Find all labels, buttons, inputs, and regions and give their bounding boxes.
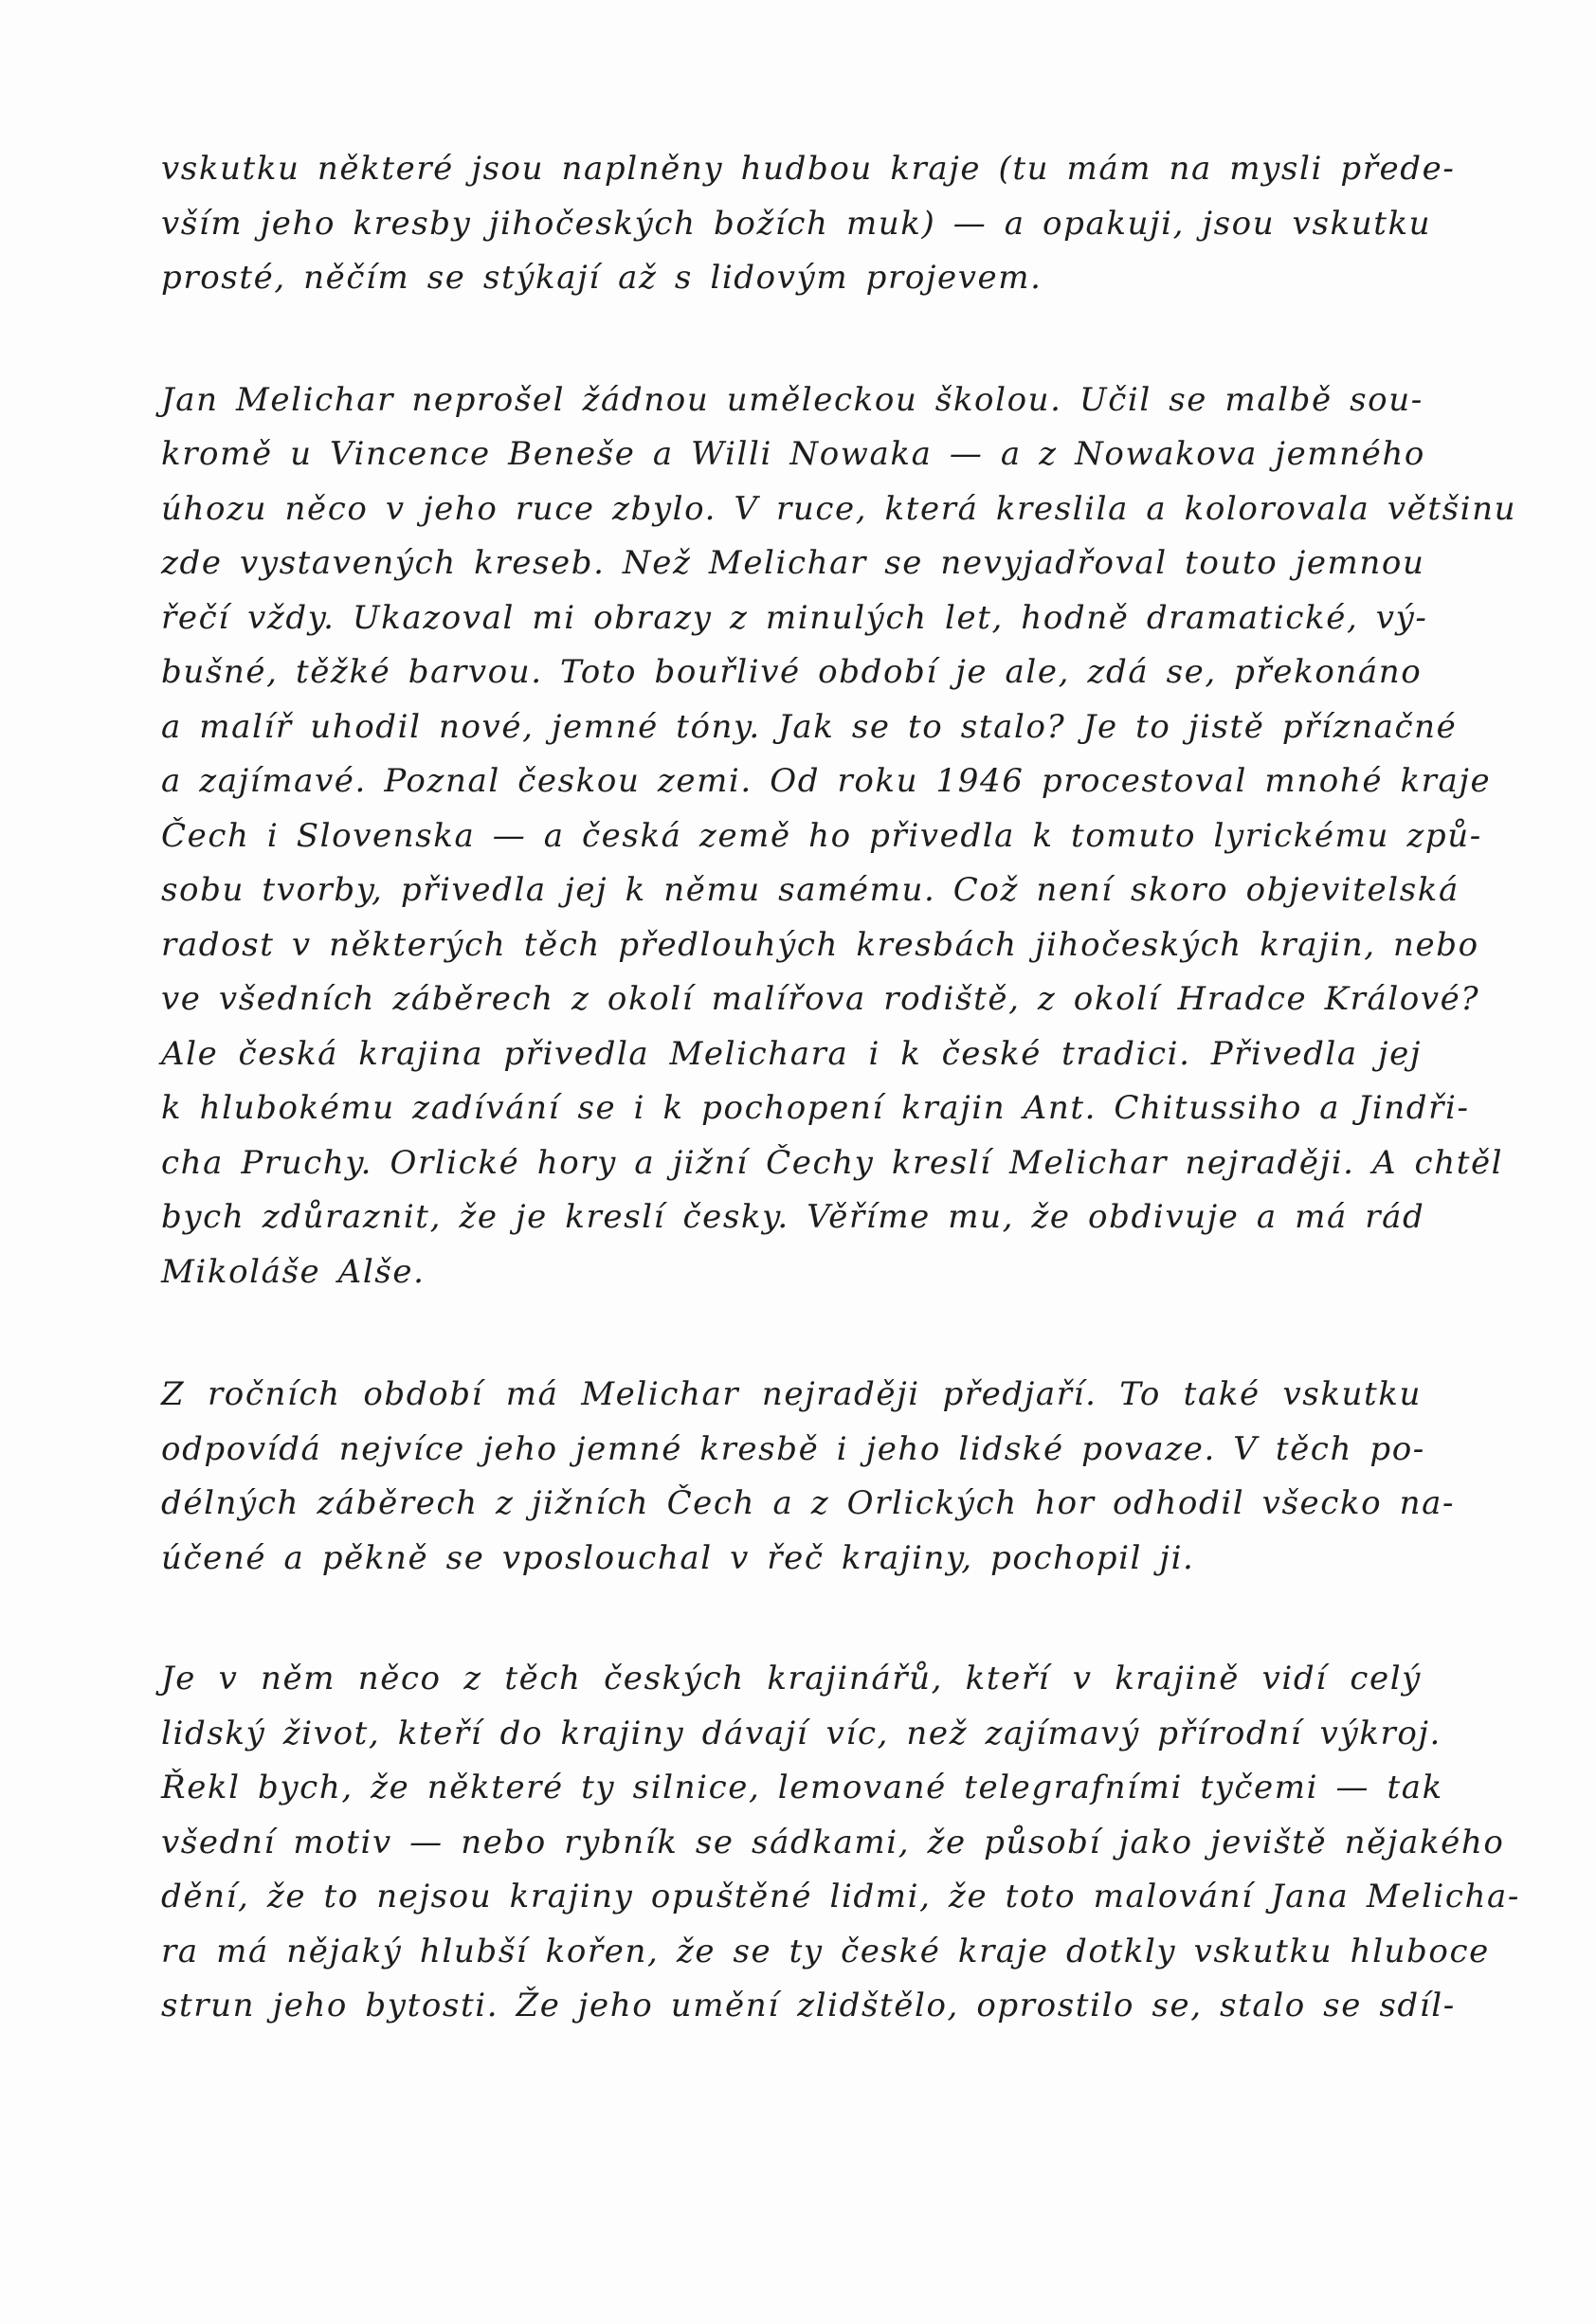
paragraph-2 bbox=[161, 373, 1517, 1300]
text-line: bušné, těžké barvou. Toto bouřlivé období je ale, zdá se, překonáno bbox=[161, 653, 1423, 691]
text-line: odpovídá nejvíce jeho jemné kresbě i jeho lidské povaze. V těch po- bbox=[161, 1429, 1425, 1468]
paragraph-gap bbox=[161, 1586, 1422, 1652]
text-line: radost v některých těch předlouhých kresbách jihočeských krajin, nebo bbox=[161, 925, 1479, 964]
text-line: Z ročních období má Melichar nejraději předjaří. To také vskutku bbox=[161, 1375, 1422, 1413]
text-line: řečí vždy. Ukazoval mi obrazy z minulých let, hodně dramatické, vý- bbox=[161, 598, 1428, 637]
text-line: délných záběrech z jižních Čech a z Orlických hor odhodil všecko na- bbox=[161, 1484, 1456, 1522]
text-line: lidský život, kteří do krajiny dávají víc, než zajímavý přírodní výkroj. bbox=[161, 1714, 1442, 1752]
text-line: strun jeho bytosti. Že jeho umění zlidštělo, oprostilo se, stalo se sdíl- bbox=[161, 1987, 1456, 2024]
text-line: dění, že to nejsou krajiny opuštěné lidmi, že toto malování Jana Melicha- bbox=[161, 1878, 1521, 1915]
text-line: úhozu něco v jeho ruce zbylo. V ruce, která kreslila a kolorovala většinu bbox=[161, 489, 1517, 528]
text-line: Ale česká krajina přivedla Melichara i k české tradici. Přivedla jej bbox=[161, 1034, 1422, 1073]
paragraph-3 bbox=[161, 1368, 1456, 1586]
paragraph-4 bbox=[161, 1652, 1521, 2034]
text-line: zde vystavených kreseb. Než Melichar se nevyjadřoval touto jemnou bbox=[161, 544, 1425, 582]
text-line: a malíř uhodil nové, jemné tóny. Jak se to stalo? Je to jistě příznačné bbox=[161, 707, 1458, 746]
body-text bbox=[161, 142, 1521, 2034]
text-line: ra má nějaký hlubší kořen, že se ty české kraje dotkly vskutku hluboce bbox=[161, 1932, 1490, 1970]
text-line: účené a pěkně se vposlouchal v řeč krajiny, pochopil ji. bbox=[161, 1538, 1195, 1577]
text-line: k hlubokému zadívání se i k pochopení krajin Ant. Chitussiho a Jindři- bbox=[161, 1089, 1470, 1127]
paragraph-gap bbox=[161, 306, 1422, 373]
paragraph-1 bbox=[161, 142, 1456, 306]
text-line: vskutku některé jsou naplněny hudbou kraje (tu mám na mysli přede- bbox=[161, 150, 1456, 188]
text-line: prosté, něčím se stýkají až s lidovým projevem. bbox=[161, 259, 1043, 297]
text-line: Čech i Slovenska — a česká země ho přivedla k tomuto lyrickému způ- bbox=[161, 816, 1482, 855]
text-line: a zajímavé. Poznal českou zemi. Od roku 1946 procestoval mnohé kraje bbox=[161, 762, 1492, 800]
text-line: Je v něm něco z těch českých krajinářů, kteří v krajině vidí celý bbox=[161, 1660, 1422, 1698]
text-line: vším jeho kresby jihočeských božích muk) — a opakuji, jsou vskutku bbox=[161, 204, 1432, 243]
text-line: všední motiv — nebo rybník se sádkami, že působí jako jeviště nějakého bbox=[161, 1823, 1505, 1861]
text-line: bych zdůraznit, že je kreslí česky. Věříme mu, že obdivuje a má rád bbox=[161, 1198, 1425, 1236]
text-line: cha Pruchy. Orlické hory a jižní Čechy kreslí Melichar nejraději. A chtěl bbox=[161, 1143, 1504, 1182]
text-line: Mikoláše Alše. bbox=[161, 1252, 426, 1291]
text-line: ve všedních záběrech z okolí malířova rodiště, z okolí Hradce Králové? bbox=[161, 980, 1480, 1018]
text-line: sobu tvorby, přivedla jej k němu samému. Což není skoro objevitelská bbox=[161, 871, 1460, 909]
text-line: Jan Melichar neprošel žádnou uměleckou školou. Učil se malbě sou- bbox=[161, 380, 1424, 419]
text-line: Řekl bych, že některé ty silnice, lemované telegrafními tyčemi — tak bbox=[161, 1769, 1443, 1807]
text-line: kromě u Vincence Beneše a Willi Nowaka — a z Nowakova jemného bbox=[161, 435, 1425, 473]
paragraph-gap bbox=[161, 1299, 1422, 1368]
